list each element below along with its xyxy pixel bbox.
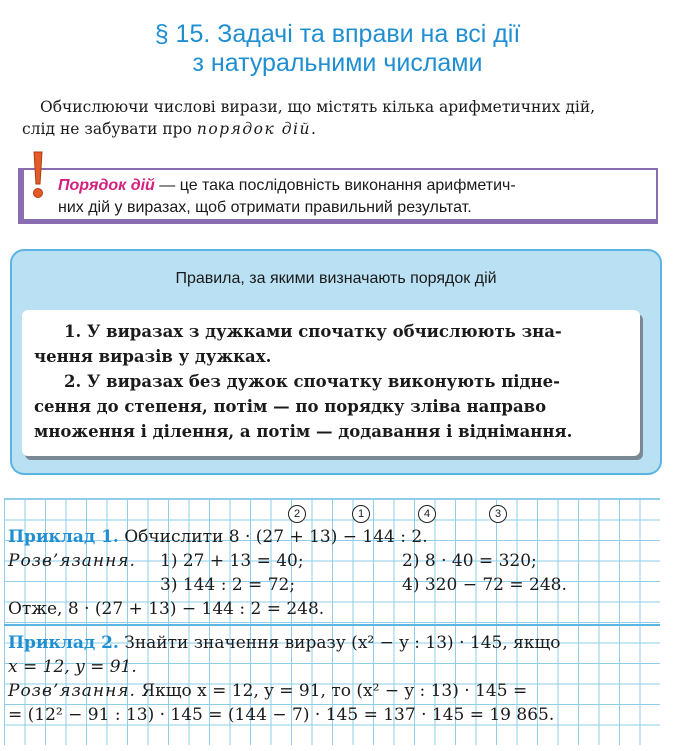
example1-expression: 8 · (27 + 13) − 144 : 2.: [228, 527, 428, 547]
example2-solution-line2: = (12² − 91 : 13) · 145 = (144 − 7) · 145 = 137 · 145 = 19 865.: [8, 705, 555, 725]
example1-step4: 4) 320 − 72 = 248.: [402, 575, 567, 595]
order-mark-1: 1: [352, 505, 370, 523]
definition-line1: — це така послідовність виконання арифметич-: [154, 177, 516, 194]
rule-2: [34, 369, 634, 444]
example1-result: Отже, 8 · (27 + 13) − 144 : 2 = 248.: [8, 599, 325, 619]
example2-solution-text: Якщо x = 12, y = 91, то (x² − y : 13) · 145 =: [135, 681, 528, 701]
exclamation-icon: [28, 150, 48, 200]
examples-separator: [4, 624, 660, 626]
example2-solution-label: Розв’язання.: [8, 681, 136, 701]
rule-2-line3: множення і ділення, а потім — додавання і віднімання.: [34, 422, 573, 441]
order-mark-2: 2: [288, 505, 306, 523]
rule-1: [34, 319, 634, 369]
example2-label: Приклад 2.: [8, 633, 119, 653]
intro-line2: [22, 118, 662, 140]
section-title-line1: § 15. Задачі та вправи на всі дії: [154, 20, 521, 48]
example2-given: x = 12, y = 91.: [8, 657, 137, 677]
example1-task: [8, 525, 428, 549]
definition-text: [58, 175, 658, 219]
example1-step2: 2) 8 · 40 = 320;: [402, 551, 537, 571]
example2-solution-line1: [8, 679, 527, 703]
example1-solution-label: Розв’язання.: [8, 551, 136, 571]
rule-2-line2: сення до степеня, потім — по порядку зліва направо: [34, 397, 547, 416]
rule-1-line1: 1. У виразах з дужками спочатку обчислюють зна-: [64, 322, 562, 341]
rule-2-line1: 2. У виразах без дужок спочатку виконують підне-: [64, 372, 560, 391]
example1-step1: 1) 27 + 13 = 40;: [160, 551, 304, 571]
example2-task: [8, 631, 561, 655]
example1-label: Приклад 1.: [8, 527, 119, 547]
intro-line2-start: слід не забувати про: [22, 120, 197, 138]
intro-line1: Обчислюючи числові вирази, що містять кілька арифметичних дій,: [40, 98, 596, 116]
intro-term: порядок дій: [196, 120, 311, 138]
definition-term: Порядок дій: [58, 177, 155, 194]
order-mark-4: 4: [418, 505, 436, 523]
example2-task-text: Знайти значення виразу (x² − y : 13) · 145, якщо: [118, 633, 561, 653]
intro-line2-end: .: [310, 120, 316, 138]
example1-step3: 3) 144 : 2 = 72;: [160, 575, 296, 595]
example1-task-text: Обчислити: [118, 527, 229, 547]
section-title-line2: з натуральними числами: [192, 49, 483, 77]
example1-solution-row1: [8, 549, 136, 573]
intro-paragraph: [22, 96, 662, 140]
order-mark-3: 3: [489, 505, 507, 523]
definition-line2: них дій у виразах, щоб отримати правильний результат.: [58, 199, 472, 216]
rules-title: Правила, за якими визначають порядок дій: [175, 270, 497, 287]
rule-1-line2: чення виразів у дужках.: [34, 347, 272, 366]
